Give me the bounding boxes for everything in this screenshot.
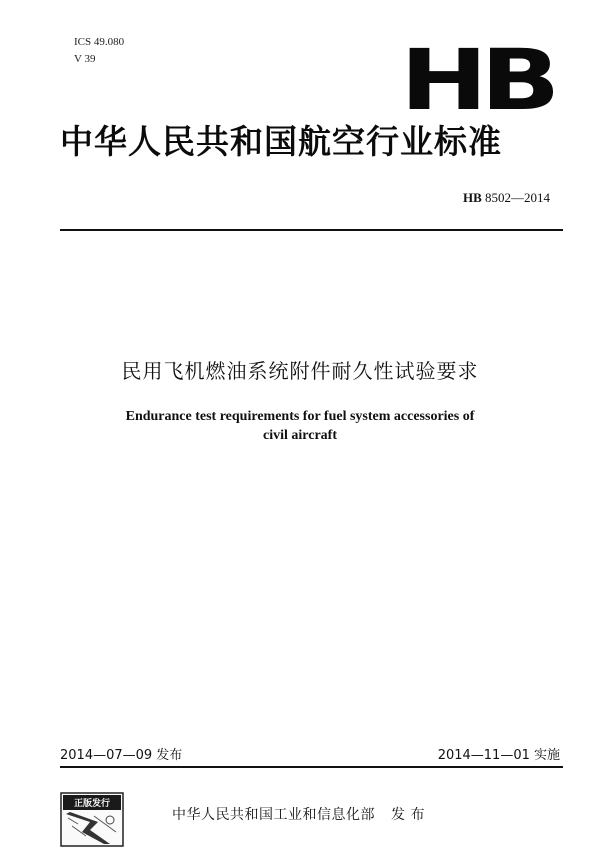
title-en-line-1: Endurance test requirements for fuel system accessories of (125, 409, 475, 424)
publisher-name: 中华人民共和国工业和信息化部 (172, 807, 375, 823)
ccs-code: V 39 (74, 53, 96, 65)
classification-codes (74, 34, 124, 68)
publish-label: 发 布 (391, 807, 425, 823)
org-title: 中华人民共和国航空行业标准 (60, 122, 502, 161)
hb-logo: HB (400, 31, 553, 129)
document-title-cn: 民用飞机燃油系统附件耐久性试验要求 (121, 359, 479, 383)
top-divider (60, 229, 563, 231)
bottom-divider (60, 766, 563, 768)
genuine-stamp-icon (60, 792, 124, 847)
title-en-line-2: civil aircraft (263, 428, 337, 443)
implementation-date: 2014—11—01 实施 (437, 748, 560, 763)
ics-code: ICS 49.080 (74, 36, 125, 48)
standard-prefix: HB (462, 190, 482, 205)
standard-code: 8502—2014 (485, 190, 550, 205)
stamp-label: 正版发行 (73, 799, 111, 809)
document-title-en (100, 407, 500, 445)
standard-number (463, 190, 550, 206)
issue-date: 2014—07—09 发布 (60, 748, 183, 763)
publisher-line (172, 804, 425, 824)
